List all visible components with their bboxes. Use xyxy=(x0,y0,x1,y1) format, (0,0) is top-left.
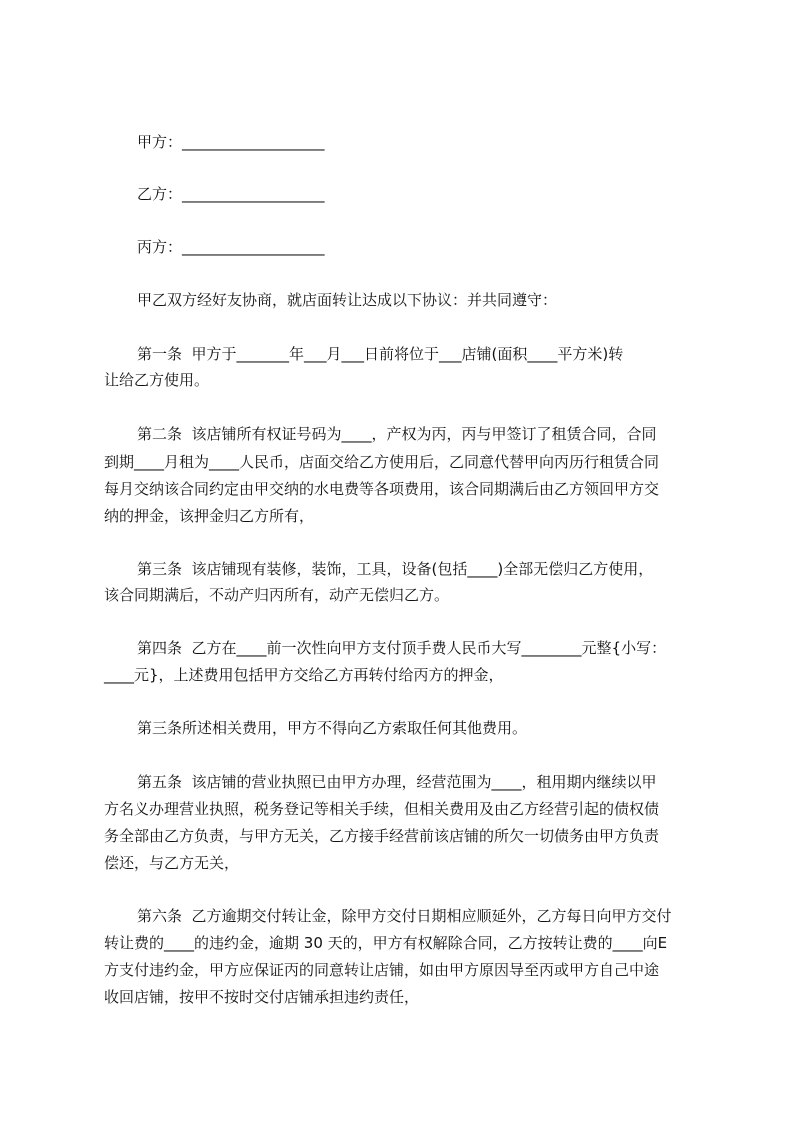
article-5-line-1: 第五条 该店铺的营业执照已由甲方办理，经营范围为____，租用期内继续以甲 xyxy=(137,773,657,791)
intro-paragraph: 甲乙双方经好友协商，就店面转让达成以下协议：并共同遵守： xyxy=(137,291,558,309)
article-5-line-2: 方名义办理营业执照，税务登记等相关手续，但相关费用及由乙方经营引起的债权债 xyxy=(104,800,660,818)
party-b-line: 乙方：___________________ xyxy=(137,185,325,203)
article-6-line-2: 转让费的____的违约金，逾期 30 天的，甲方有权解除合同，乙方按转让费的____向E xyxy=(104,934,668,952)
article-2-line-3: 每月交纳该合同约定由甲交纳的水电费等各项费用，该合同期满后由乙方领回甲方交 xyxy=(104,480,660,498)
article-6-line-4: 收回店铺，按甲不按时交付店铺承担违约责任， xyxy=(104,988,420,1006)
article-3-line-1: 第三条 该店铺现有装修，装饰，工具，设备(包括____)全部无偿归乙方使用， xyxy=(137,560,654,578)
article-1-line-2: 让给乙方使用。 xyxy=(104,371,210,389)
article-2-line-2: 到期____月租为____人民币，店面交给乙方使用后，乙同意代替甲向丙历行租赁合同 xyxy=(104,453,660,471)
article-4-note: 第三条所述相关费用，甲方不得向乙方索取任何其他费用。 xyxy=(137,719,528,737)
article-5-line-4: 偿还，与乙方无关， xyxy=(104,854,240,872)
article-2-line-4: 纳的押金，该押金归乙方所有， xyxy=(104,507,315,525)
article-5-line-3: 务全部由乙方负责，与甲方无关，乙方接手经营前该店铺的所欠一切债务由甲方负责 xyxy=(104,827,660,845)
party-c-line: 丙方：___________________ xyxy=(137,238,325,256)
article-2-line-1: 第二条 该店铺所有权证号码为____，产权为丙，丙与甲签订了租赁合同，合同 xyxy=(137,425,657,443)
article-6-line-1: 第六条 乙方逾期交付转让金，除甲方交付日期相应顺延外，乙方每日向甲方交付 xyxy=(137,907,672,925)
party-a-line: 甲方：___________________ xyxy=(137,133,325,151)
article-4-line-2: ____元}，上述费用包括甲方交给乙方再转付给丙方的押金， xyxy=(104,666,504,684)
article-3-line-2: 该合同期满后，不动产归丙所有，动产无偿归乙方。 xyxy=(104,586,450,604)
article-6-line-3: 方支付违约金，甲方应保证丙的同意转让店铺，如由甲方原因导至丙或甲方自己中途 xyxy=(104,961,660,979)
article-1-line-1: 第一条 甲方于_______年___月___日前将位于___店铺(面积____平方米)转 xyxy=(137,345,624,363)
article-4-line-1: 第四条 乙方在____前一次性向甲方支付顶手费人民币大写________元整{小写： xyxy=(137,639,667,657)
